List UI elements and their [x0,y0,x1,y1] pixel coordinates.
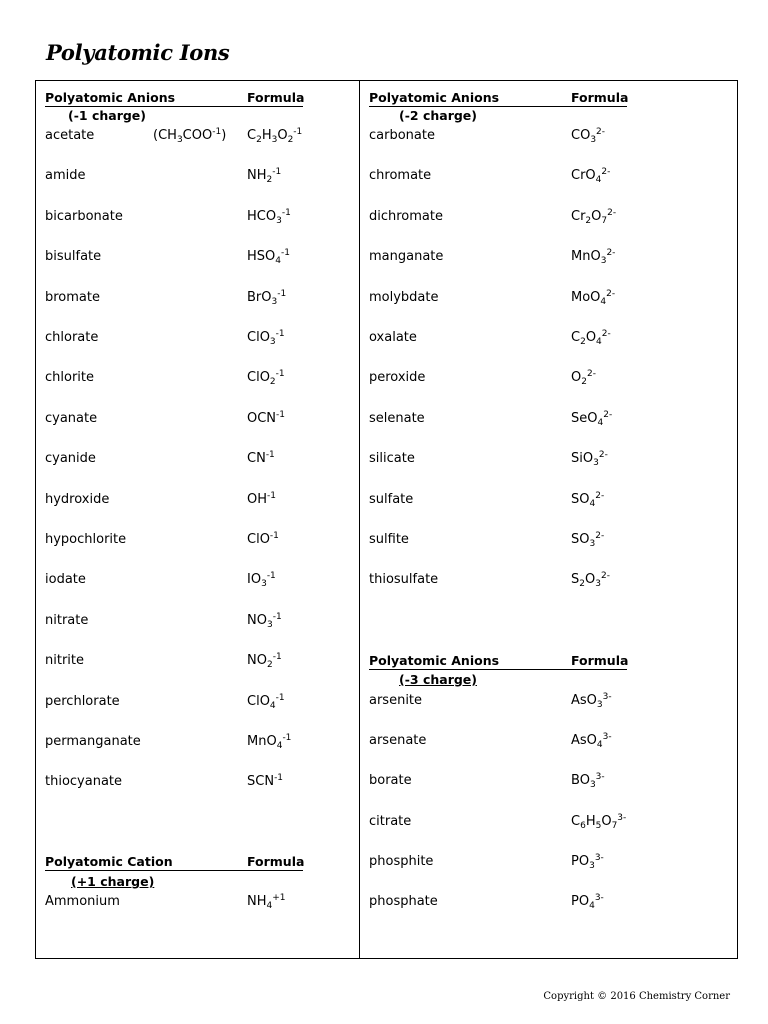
anion-2-row [369,248,659,266]
anion-1-formula: $OH^{-1}$ [247,490,276,507]
anion-1-name: hydroxide [45,491,110,507]
anions-2-header [369,89,627,107]
anion-2-row [369,450,659,468]
anion-1-row [45,612,335,630]
anion-3-formula: $PO_3^{3-}$ [571,852,604,871]
anion-3-name: citrate [369,813,412,829]
anion-2-name: selenate [369,410,425,426]
anion-1-formula: $NO_2^{-1}$ [247,652,282,671]
page-title: Polyatomic Ions [46,40,230,65]
cation-charge: (+1 charge) [71,874,155,889]
anions-3-header-name: Polyatomic Anions [369,653,500,668]
anion-1-name: chlorate [45,330,99,345]
anion-3-name: borate [369,773,412,789]
anion-2-row [369,491,659,509]
anions-1-header [45,89,303,107]
anion-1-name: iodate [45,572,86,588]
anion-2-row [369,531,659,549]
anion-1-row [45,693,335,711]
anion-2-name: silicate [369,451,415,467]
cation-header-formula: Formula [247,854,305,869]
anion-2-row [369,410,659,428]
anion-1-name: amide [45,168,86,184]
anion-2-name: oxalate [369,330,417,345]
anion-1-formula: $NO_3^{-1}$ [247,611,282,630]
anion-1-formula: ClO$^{-1}$ [247,531,279,547]
anion-2-name: manganate [369,249,444,265]
anion-2-formula: $SO_3^{2-}$ [571,531,605,549]
anion-2-formula: $Cr_2O_7^{2-}$ [571,207,617,226]
anion-3-name: phosphate [369,894,438,909]
anion-3-formula: $PO_4^{3-}$ [571,893,604,911]
anion-2-name: dichromate [369,208,443,224]
anion-1-formula: ClO$_4^{-1}$ [247,692,285,711]
anion-2-formula: MnO$_3^{2-}$ [571,248,616,267]
anion-3-row [369,692,659,710]
anion-1-row [45,369,335,387]
anion-1-formula: $SCN^{-1}$ [247,773,284,790]
anion-1-name: permanganate [45,734,141,749]
anion-2-formula: CrO$_4^{2-}$ [571,167,611,186]
anion-2-name: thiosulfate [369,572,439,588]
anion-2-row [369,289,659,307]
anions-2-header-formula: Formula [571,90,629,105]
anion-3-formula: $BO_3^{3-}$ [571,772,605,791]
anion-2-row [369,369,659,387]
anion-2-formula: $C_2O_4^{2-}$ [571,329,611,347]
anion-3-formula: AsO$_4^{3-}$ [571,732,612,751]
anion-1-name: nitrite [45,653,84,669]
anion-2-row [369,167,659,185]
anions-2-header-name: Polyatomic Anions [369,90,500,105]
anion-2-name: sulfate [369,491,414,507]
anions-3-header [369,652,627,670]
anion-3-row [369,732,659,750]
anion-1-alt-formula: $(CH_3COO^{-1})$ [153,127,227,145]
anion-1-row [45,652,335,670]
column-divider [359,81,360,958]
anion-1-name: bicarbonate [45,208,123,224]
anion-1-row [45,329,335,347]
anion-3-formula: AsO$_3^{3-}$ [571,692,612,710]
anion-2-row [369,208,659,226]
anion-3-row [369,893,659,911]
anion-1-row [45,571,335,589]
anion-1-formula: $NH_2^{-1}$ [247,167,282,186]
anion-1-name: nitrate [45,612,89,628]
anion-1-name: thiocyanate [45,774,123,790]
anion-2-formula: $SO_4^{2-}$ [571,490,605,509]
anion-2-formula: SeO$_4^{2-}$ [571,409,613,428]
anion-2-formula: MoO$_4^{2-}$ [571,288,616,307]
anions-3-header-formula: Formula [571,653,629,668]
anion-1-row [45,773,335,791]
anion-1-formula: $HCO_3^{-1}$ [247,207,291,226]
anion-2-name: chromate [369,168,432,184]
anion-1-name: perchlorate [45,693,120,709]
anion-3-formula: $C_6H_5O_7^{3-}$ [571,812,627,831]
anion-1-row [45,208,335,226]
anion-1-formula: ClO$_3^{-1}$ [247,329,285,347]
copyright-notice: Copyright © 2016 Chemistry Corner [543,991,730,1002]
anion-1-name: chlorite [45,370,95,386]
anions-1-header-formula: Formula [247,90,305,105]
anion-3-row [369,813,659,831]
anion-1-formula: MnO$_4^{-1}$ [247,733,292,751]
anion-3-row [369,853,659,871]
anion-2-formula: $S_2O_3^{2-}$ [571,571,610,590]
anion-1-row [45,733,335,751]
anion-2-name: sulfite [369,532,409,547]
anion-1-name: bromate [45,289,100,305]
anion-1-formula: ClO$_2^{-1}$ [247,369,285,388]
anion-2-formula: SiO$_3^{2-}$ [571,450,608,469]
anion-2-name: peroxide [369,370,426,386]
anions-2-charge: (-2 charge) [399,108,477,123]
ion-table [35,80,738,959]
anion-1-row [45,531,335,549]
cation-name: Ammonium [45,894,120,909]
anion-1-row [45,410,335,428]
anion-1-row [45,491,335,509]
anion-1-formula: $HSO_4^{-1}$ [247,248,290,267]
anions-1-charge: (-1 charge) [68,108,146,123]
anion-1-formula: $CN^{-1}$ [247,450,275,467]
anion-1-name: cyanate [45,410,98,426]
cation-formula: $NH_4^{+1}$ [247,893,286,911]
anion-1-row [45,289,335,307]
anion-1-row [45,248,335,266]
anion-3-row [369,772,659,790]
anion-2-row [369,571,659,589]
cation-header-name: Polyatomic Cation [45,854,173,869]
anion-3-name: arsenite [369,693,423,708]
anion-1-formula: $C_2H_3O_2^{-1}$ [247,127,303,145]
cation-header [45,853,303,871]
anion-2-name: carbonate [369,128,435,143]
anion-2-formula: $O_2^{2-}$ [571,369,596,388]
anion-2-row [369,329,659,347]
anion-1-row [45,127,335,145]
anions-3-charge: (-3 charge) [399,672,477,687]
anion-1-name: hypochlorite [45,532,127,547]
anion-1-row [45,167,335,185]
anion-1-name: bisulfate [45,249,102,265]
anion-2-formula: $CO_3^{2-}$ [571,127,606,145]
anion-2-name: molybdate [369,289,439,305]
anions-1-header-name: Polyatomic Anions [45,90,176,105]
anion-1-formula: $OCN^{-1}$ [247,409,286,426]
anion-1-formula: $IO_3^{-1}$ [247,571,276,590]
anion-1-row [45,450,335,468]
anion-1-formula: BrO$_3^{-1}$ [247,288,287,307]
cation-row [45,893,335,911]
anion-1-name: acetate [45,128,95,143]
anion-3-name: phosphite [369,853,434,869]
anion-3-name: arsenate [369,733,427,749]
anion-2-row [369,127,659,145]
anion-1-name: cyanide [45,451,96,467]
